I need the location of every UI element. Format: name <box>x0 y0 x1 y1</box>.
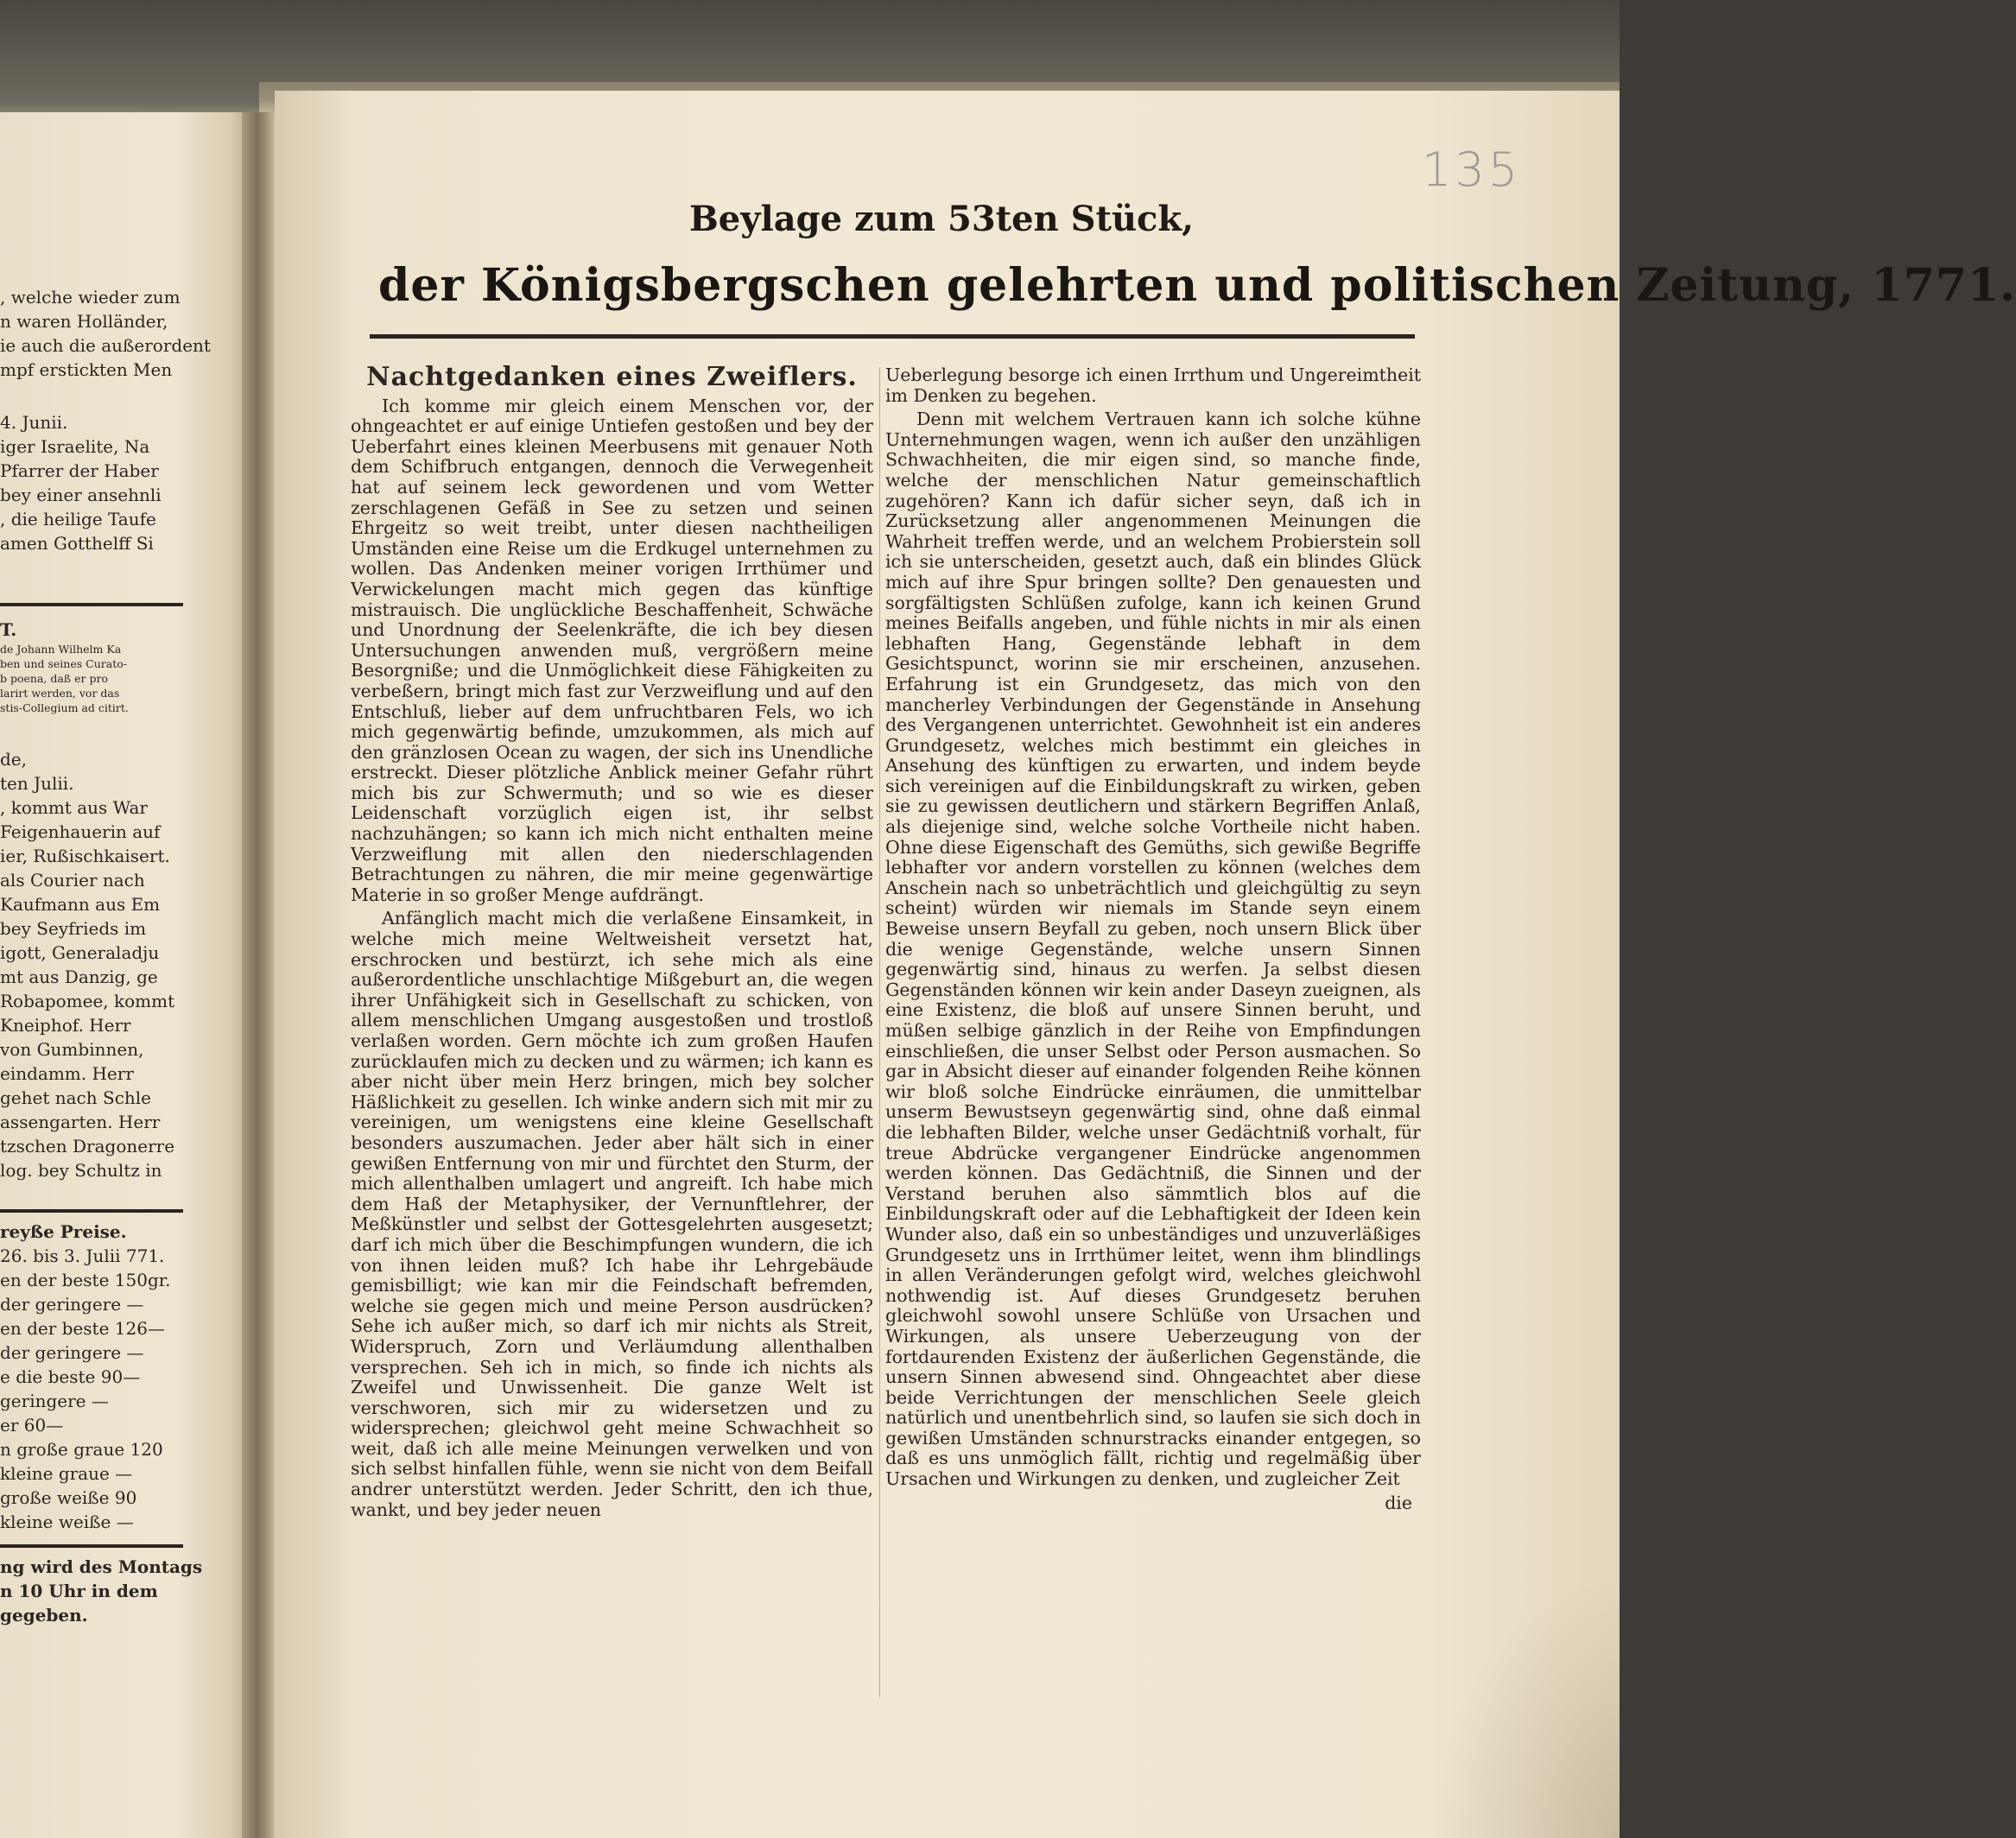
left-line: , welche wieder zum <box>0 287 181 307</box>
left-line: gegeben. <box>0 1605 88 1626</box>
article-paragraph: Anfänglich macht mich die verlaßene Einsamkeit, in welche mich meine Weltweisheit versetzt hat, erschrocken und bestürzt, ich sehe mich als eine außerordentliche unschlachtige Mißgeburt an, die wegen ihrer Unfähigkeit sich in Gesellschaft zu schicken, von allem menschlichen Umgang ausgestoßen und trostloß verlaßen worden. Gern möchte ich zum großen Haufen zurücklaufen mich zu decken und zu wärmen; ich kann es aber nicht über mein Herz bringen, mich bey solcher Häßlichkeit zu gesellen. Ich winke andern sich mit mir zu vereinigen, um wenigstens eine kleine Gesellschaft besonders auszumachen. Jeder aber hält sich in einer gewißen Entfernung von mir und fürchtet den Sturm, der mich allenthalben umlagert und angreift. Ich habe mich dem Haß der Metaphysiker, der Vernunftlehrer, der Meßkünstler und selbst der Gottesgelehrten ausgesetzt; darf ich mich über die Beschimpfungen wundern, die ich von ihnen leiden muß? Ich habe ihr Lehrgebäude gemisbilligt; wie kan mir die Feindschaft befremden, welche sie gegen mich und meine Person ausdrücken? Sehe ich außer mich, so darf ich mir nichts als Streit, Widerspruch, Zorn und Verläumdung allenthalben versprechen. Seh ich in mich, so finde ich nichts als Zweifel und Unwissenheit. Die ganze Welt ist verschworen, sich mir zu widersetzen und zu widersprechen; gleichwol geht meine Schwachheit so weit, daß ich alle meine Meinungen verwelken und von sich selbst hinfallen fühle, wenn sie nicht von dem Beifall andrer unterstützt werden. Jeder Schritt, den ich thue, wankt, und bey jeder neuen <box>351 908 873 1520</box>
left-line: bey Seyfrieds im <box>0 918 147 939</box>
left-line: en der beste 150gr. <box>0 1270 171 1290</box>
page-number: 135 <box>1422 143 1522 197</box>
left-line: de, <box>0 749 27 770</box>
left-fragment-block-1 <box>0 285 211 382</box>
left-small-line: larirt werden, vor das <box>0 687 120 700</box>
supplement-title: Beylage zum 53ten Stück, <box>689 199 1195 239</box>
left-line: Kaufmann aus Em <box>0 894 161 915</box>
left-line: , die heilige Taufe <box>0 509 156 529</box>
left-line: log. bey Schultz in <box>0 1160 162 1181</box>
left-line: von Gumbinnen, <box>0 1039 144 1060</box>
article-column-left <box>351 362 873 1524</box>
left-line: kleine weiße — <box>0 1512 134 1532</box>
left-divider-rule <box>0 1209 183 1213</box>
left-line: ier, Rußischkaisert. <box>0 846 170 866</box>
book-gutter <box>242 112 276 1838</box>
left-line: Feigenhauerin auf <box>0 821 161 842</box>
left-page <box>0 112 250 1838</box>
left-line: tzschen Dragonerre <box>0 1136 175 1157</box>
left-small-line: ben und seines Curato- <box>0 657 127 670</box>
catchword: die <box>1385 1492 1412 1513</box>
left-line: ng wird des Montags <box>0 1556 203 1577</box>
left-line: en der beste 126— <box>0 1318 165 1339</box>
left-line: iger Israelite, Na <box>0 436 150 457</box>
left-line: geringere — <box>0 1391 109 1411</box>
left-line: kleine graue — <box>0 1463 133 1484</box>
left-line: mpf erstickten Men <box>0 359 173 380</box>
article-paragraph: Ich komme mir gleich einem Menschen vor, der ohngeachtet er auf einige Untiefen gestoßen und bey der Ueberfahrt eines kleinen Meerbusens mit genauer Noth dem Schifbruch entgangen, dennoch die Verwegenheit hat auf seinem leck gewordenen und vom Wetter zerschlagenen Gefäß in See zu setzen und seinen Ehrgeitz so weit treibt, unter diesen nachtheiligen Umständen eine Reise um die Erdkugel unternehmen zu wollen. Das Andenken meiner vorigen Irrthümer und Verwickelungen macht mich gegen das künftige mistrauisch. Die unglückliche Beschaffenheit, Schwäche und Unordnung der Seelenkräfte, die ich bey diesen Untersuchungen anwenden muß, vergrößern meine Besorgniße; und die Unmöglichkeit diese Fähigkeiten zu verbeßern, bringt mich fast zur Verzweiflung und auf den Entschluß, lieber auf dem unfruchtbaren Fels, wo ich mich gegenwärtig befinde, umzukommen, als mich auf den gränzlosen Ocean zu wagen, der sich ins Unendliche erstreckt. Dieser plötzliche Anblick meiner Gefahr rührt mich bis zur Schwermuth; und so wie es dieser Leidenschaft vorzüglich eigen ist, ihr selbst nachzuhängen; so kann ich mich nicht enthalten meine Verzweiflung mit allen den niederschlagenden Betrachtungen zu nähren, die mir meine gegenwärtige Materie in so großer Menge aufdrängt. <box>351 395 873 905</box>
left-line: igott, Generaladju <box>0 942 160 963</box>
left-line: n 10 Uhr in dem <box>0 1581 158 1601</box>
left-line: Kneiphof. Herr <box>0 1015 131 1036</box>
newspaper-masthead: der Königsbergschen gelehrten und politischen Zeitung, 1771. <box>378 259 2016 312</box>
left-line: 4. Junii. <box>0 412 68 433</box>
left-small-line: b poena, daß er pro <box>0 672 108 685</box>
left-line: er 60— <box>0 1415 64 1436</box>
left-line: als Courier nach <box>0 870 145 890</box>
left-line: n waren Holländer, <box>0 311 168 332</box>
left-small-line: de Johann Wilhelm Ka <box>0 643 122 656</box>
left-line: Robapomee, kommt <box>0 991 175 1011</box>
left-line: bey einer ansehnli <box>0 485 162 505</box>
article-paragraph: Denn mit welchem Vertrauen kann ich solche kühne Unternehmungen wagen, wenn ich außer den unzähligen Schwachheiten, die mir eigen sind, so manche finde, welche der menschlichen Natur gemeinschaftlich zugehören? Kann ich dafür sicher seyn, daß ich in Zurücksetzung aller angenommenen Meinungen die Wahrheit treffen werde, und an welchem Probierstein soll ich sie unterscheiden, gesetzt auch, daß ein blindes Glück mich auf ihre Spur bringen sollte? Den genauesten und sorgfältigsten Schlüßen zufolge, kann ich keinen Grund meines Beifalls angeben, und fühle nichts in mir als einen lebhaften Hang, Gegenstände lebhaft in dem Gesichtspunct, worinn sie mir erscheinen, anzusehen. Erfahrung ist ein Grundgesetz, das mich von den mancherley Verbindungen der Gegenstände in Ansehung des Vergangenen unterrichtet. Gewohnheit ist ein anderes Grundgesetz, welches mich bestimmt ein gleiches in Ansehung des künftigen zu erwarten, und indem beyde sich vereinigen auf die Einbildungskraft zu wirken, geben sie zu gewissen deutlichern und stärkern Begriffen Anlaß, als diejenige sind, welche solche Vortheile nicht haben. Ohne diese Eigenschaft des Gemüths, sich gewiße Begriffe lebhafter vor andern vorstellen zu können (welches dem Anschein nach so unbeträchtlich und gleichgültig zu seyn scheint) würden wir niemals im Stande seyn einem Beweise unsern Beyfall zu geben, noch unsern Blick über die wenige Gegenstände, welche unsern Sinnen gegenwärtig sind, hinaus zu werfen. Ja selbst diesen Gegenständen können wir kein ander Daseyn zueignen, als eine Existenz, die bloß auf unsere Sinnen beruht, und müßen selbige gänzlich in der Reihe von Empfindungen einschließen, die unser Selbst oder Person ausmachen. So gar in Absicht dieser auf einander folgenden Reihe können wir bloß solche Eindrücke einräumen, die unmittelbar unserm Bewustseyn gegenwärtig sind, ohne daß einmal die lebhaften Bilder, welche unser Gedächtniß vorhalt, für treue Abdrücke vergangener Eindrücke angenommen werden können. Das Gedächtniß, die Sinnen und der Verstand beruhen also sämmtlich blos auf die Einbildungskraft oder auf die Lebhaftigkeit der Ideen kein Wunder also, daß ein so unbeständiges und unzuverläßiges Grundgesetz uns in Irrthümer leitet, wenn ihm blindlings in allen Veränderungen gefolgt wird, welches gleichwohl nothwendig ist. Auf dieses Grundgesetz beruhen gleichwohl sowohl unsere Schlüße von Ursachen und Wirkungen, als unsere Ueberzeugung von der fortdaurenden Existenz der äußerlichen Gegenstände, die unsern Sinnen abwesend sind. Ohngeachtet aber diese beide Verrichtungen der menschlichen Seele gleich natürlich und unentbehrlich sind, so laufen sie sich doch in gewißen Umständen schnurstracks einander entgegen, so daß es uns unmöglich fällt, richtig und regelmäßig über Ursachen und Wirkungen zu denken, und zugleicher Zeit <box>885 409 1421 1490</box>
left-line: 26. bis 3. Julii 771. <box>0 1245 165 1266</box>
page-corner-shadow <box>1430 1579 1620 1838</box>
left-heading: T. <box>0 619 17 640</box>
left-line: der geringere — <box>0 1294 144 1315</box>
left-divider-rule <box>0 1544 183 1548</box>
left-line: gehet nach Schle <box>0 1087 152 1108</box>
left-heading: reyße Preise. <box>0 1221 127 1242</box>
left-line: n große graue 120 <box>0 1439 163 1460</box>
article-paragraph: Ueberlegung besorge ich einen Irrthum und Ungereimtheit im Denken zu begehen. <box>885 364 1421 406</box>
masthead-rule <box>370 334 1415 339</box>
left-line: , kommt aus War <box>0 797 148 818</box>
left-line: e die beste 90— <box>0 1366 141 1387</box>
left-small-line: stis-Collegium ad citirt. <box>0 701 129 714</box>
left-line: assengarten. Herr <box>0 1112 161 1132</box>
left-line: der geringere — <box>0 1342 144 1363</box>
left-fragment-block-3 <box>0 618 186 715</box>
left-fragment-block-2 <box>0 410 186 555</box>
left-fragment-block-5 <box>0 1220 186 1534</box>
left-fragment-block-4 <box>0 747 186 1182</box>
left-line: amen Gotthelff Si <box>0 533 154 554</box>
left-line: eindamm. Herr <box>0 1063 134 1084</box>
left-fragment-block-6 <box>0 1555 203 1627</box>
left-line: Pfarrer der Haber <box>0 460 159 481</box>
article-title: Nachtgedanken eines Zweiflers. <box>366 362 858 392</box>
left-divider-rule <box>0 603 183 606</box>
left-line: mt aus Danzig, ge <box>0 967 158 987</box>
left-line: ie auch die außerordent <box>0 335 211 356</box>
right-page <box>275 91 2016 1838</box>
left-line: große weiße 90 <box>0 1487 137 1508</box>
left-line: ten Julii. <box>0 773 74 794</box>
article-column-right <box>885 365 1421 1513</box>
column-divider <box>879 367 880 1697</box>
